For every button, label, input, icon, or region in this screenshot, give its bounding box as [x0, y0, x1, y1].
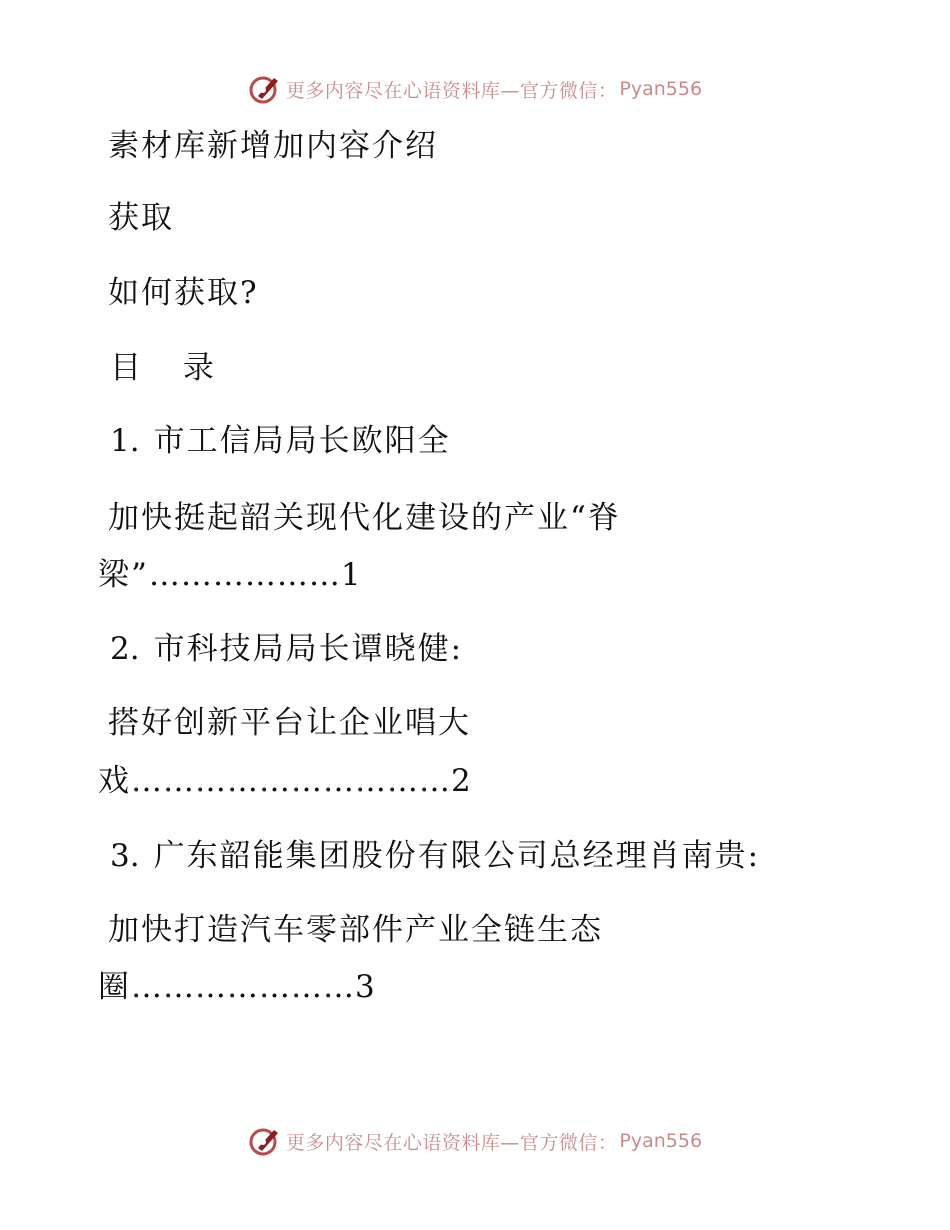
toc-leader-dots: ………………………… — [131, 763, 451, 799]
watermark-wechat-id: Pyan556 — [619, 78, 703, 100]
toc-item-title-end: 戏 — [98, 763, 131, 799]
toc-item-author: 市科技局局长谭晓健: — [153, 631, 464, 667]
toc-item-title-end: 梁” — [98, 557, 149, 593]
toc-item-title-continuation — [98, 557, 361, 593]
toc-item-heading — [110, 423, 451, 459]
toc-item-title: 加快挺起韶关现代化建设的产业“脊 — [108, 500, 621, 536]
pen-nib-circle-icon — [248, 1124, 282, 1158]
toc-item-title-end: 圈 — [98, 969, 131, 1005]
toc-item-author: 广东韶能集团股份有限公司总经理肖南贵: — [153, 838, 761, 874]
watermark-text: 更多内容尽在心语资料库—官方微信： — [285, 79, 618, 102]
watermark-header — [0, 72, 950, 106]
toc-item-number: 1. — [110, 423, 140, 459]
toc-item-title-continuation — [98, 969, 375, 1005]
toc-item-title: 搭好创新平台让企业唱大 — [108, 705, 471, 741]
toc-item-author: 市工信局局长欧阳全 — [153, 423, 451, 459]
watermark-text: 更多内容尽在心语资料库—官方微信： — [285, 1131, 618, 1154]
get-label: 获取 — [108, 200, 174, 236]
toc-page-number: 1 — [340, 557, 361, 593]
watermark-footer — [0, 1124, 950, 1158]
toc-item-heading — [110, 838, 760, 874]
toc-heading: 目 录 — [110, 350, 230, 386]
toc-item-number: 2. — [110, 631, 140, 667]
document-title: 素材库新增加内容介绍 — [108, 128, 438, 164]
toc-item-title: 加快打造汽车零部件产业全链生态 — [108, 912, 603, 948]
toc-item-number: 3. — [110, 838, 140, 874]
toc-page-number: 2 — [451, 763, 471, 799]
toc-leader-dots: ………………… — [131, 969, 355, 1005]
toc-page-number: 3 — [355, 969, 375, 1005]
toc-item-heading — [110, 631, 463, 667]
watermark-wechat-id: Pyan556 — [619, 1130, 703, 1152]
pen-nib-circle-icon — [248, 72, 282, 106]
how-to-get-label: 如何获取? — [108, 275, 259, 311]
toc-leader-dots: ……………… — [148, 557, 341, 593]
toc-item-title-continuation — [98, 763, 471, 799]
